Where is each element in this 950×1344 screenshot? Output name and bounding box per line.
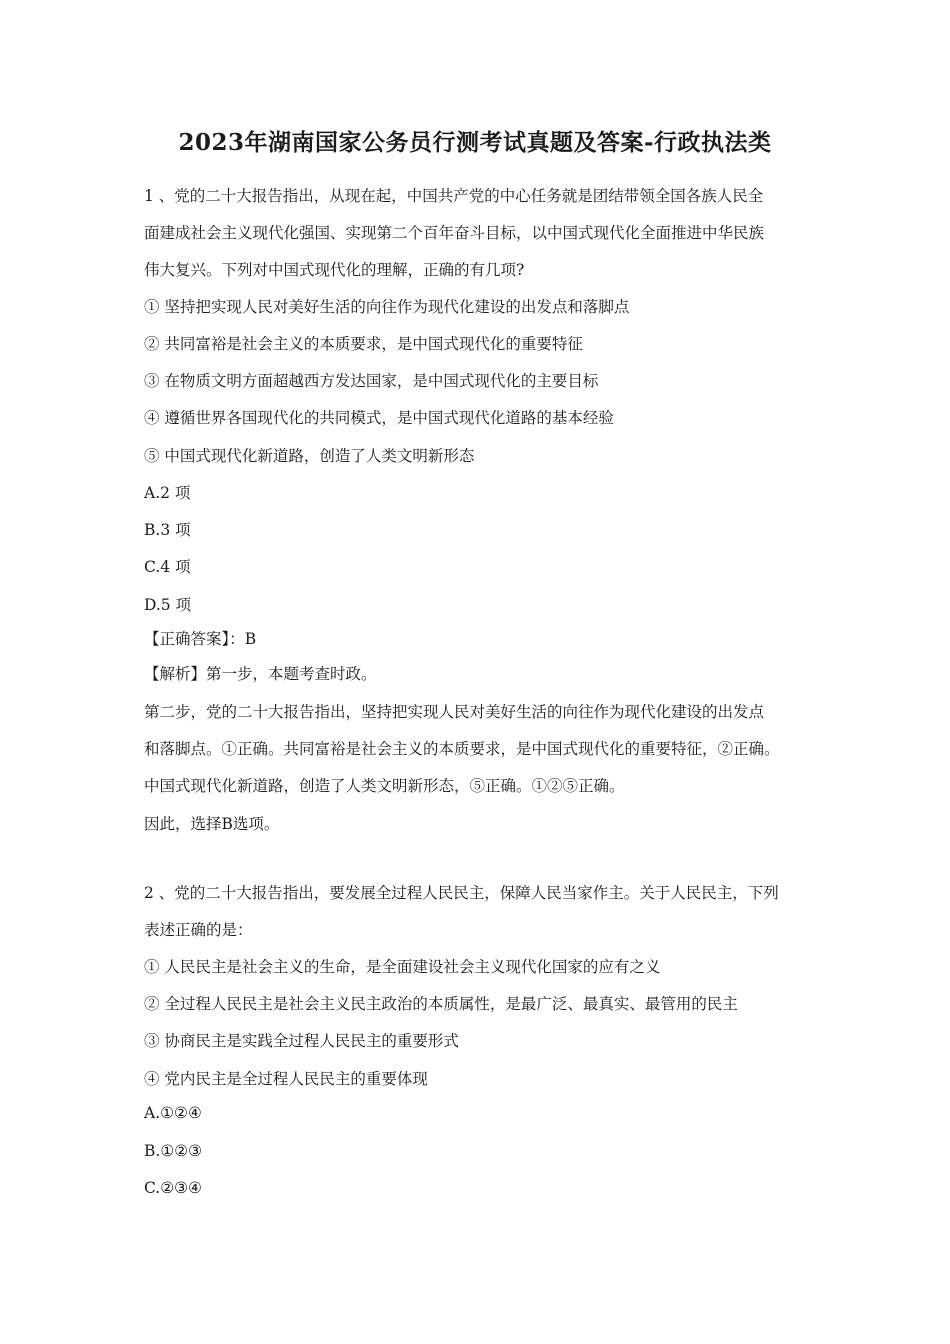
- q1-analysis-line: 第二步，党的二十大报告指出，坚持把实现人民对美好生活的向往作为现代化建设的出发点: [144, 703, 765, 721]
- q1-analysis-line: 因此，选择B选项。: [144, 815, 280, 833]
- q1-stem-line: 1 、党的二十大报告指出，从现在起，中国共产党的中心任务就是团结带领全国各族人民全: [144, 187, 764, 205]
- q2-option-b: B.①②③: [144, 1142, 203, 1160]
- q1-stem-line: 面建成社会主义现代化强国、实现第二个百年奋斗目标，以中国式现代化全面推进中华民族: [144, 224, 765, 242]
- q1-statement: ③ 在物质文明方面超越西方发达国家，是中国式现代化的主要目标: [144, 372, 599, 390]
- q1-statement: ⑤ 中国式现代化新道路，创造了人类文明新形态: [144, 447, 475, 465]
- q2-stem-line: 2 、党的二十大报告指出，要发展全过程人民民主，保障人民当家作主。关于人民民主，下列: [144, 884, 779, 902]
- q1-analysis-line: 【解析】第一步，本题考查时政。: [144, 665, 377, 683]
- q1-answer: 【正确答案】：B: [144, 630, 257, 648]
- q1-statement: ④ 遵循世界各国现代化的共同模式，是中国式现代化道路的基本经验: [144, 409, 614, 427]
- q2-statement: ④ 党内民主是全过程人民民主的重要体现: [144, 1070, 428, 1088]
- q1-statement: ② 共同富裕是社会主义的本质要求，是中国式现代化的重要特征: [144, 335, 583, 353]
- q1-option-c: C.4 项: [144, 558, 191, 576]
- q1-statement: ① 坚持把实现人民对美好生活的向往作为现代化建设的出发点和落脚点: [144, 298, 630, 316]
- q1-option-b: B.3 项: [144, 521, 191, 539]
- document-title: 2023年湖南国家公务员行测考试真题及答案-行政执法类: [178, 129, 772, 156]
- q1-stem-line: 伟大复兴。下列对中国式现代化的理解，正确的有几项?: [144, 261, 525, 279]
- q1-analysis-line: 和落脚点。①正确。共同富裕是社会主义的本质要求，是中国式现代化的重要特征，②正确。: [144, 740, 780, 758]
- q1-option-d: D.5 项: [144, 596, 192, 614]
- q2-option-c: C.②③④: [144, 1179, 202, 1197]
- q2-option-a: A.①②④: [144, 1104, 202, 1122]
- q2-stem-line: 表述正确的是：: [144, 921, 253, 939]
- q2-statement: ① 人民民主是社会主义的生命，是全面建设社会主义现代化国家的应有之义: [144, 958, 661, 976]
- q1-analysis-line: 中国式现代化新道路，创造了人类文明新形态，⑤正确。①②⑤正确。: [144, 777, 625, 795]
- q2-statement: ③ 协商民主是实践全过程人民民主的重要形式: [144, 1032, 459, 1050]
- q1-option-a: A.2 项: [144, 484, 191, 502]
- q2-statement: ② 全过程人民民主是社会主义民主政治的本质属性，是最广泛、最真实、最管用的民主: [144, 995, 738, 1013]
